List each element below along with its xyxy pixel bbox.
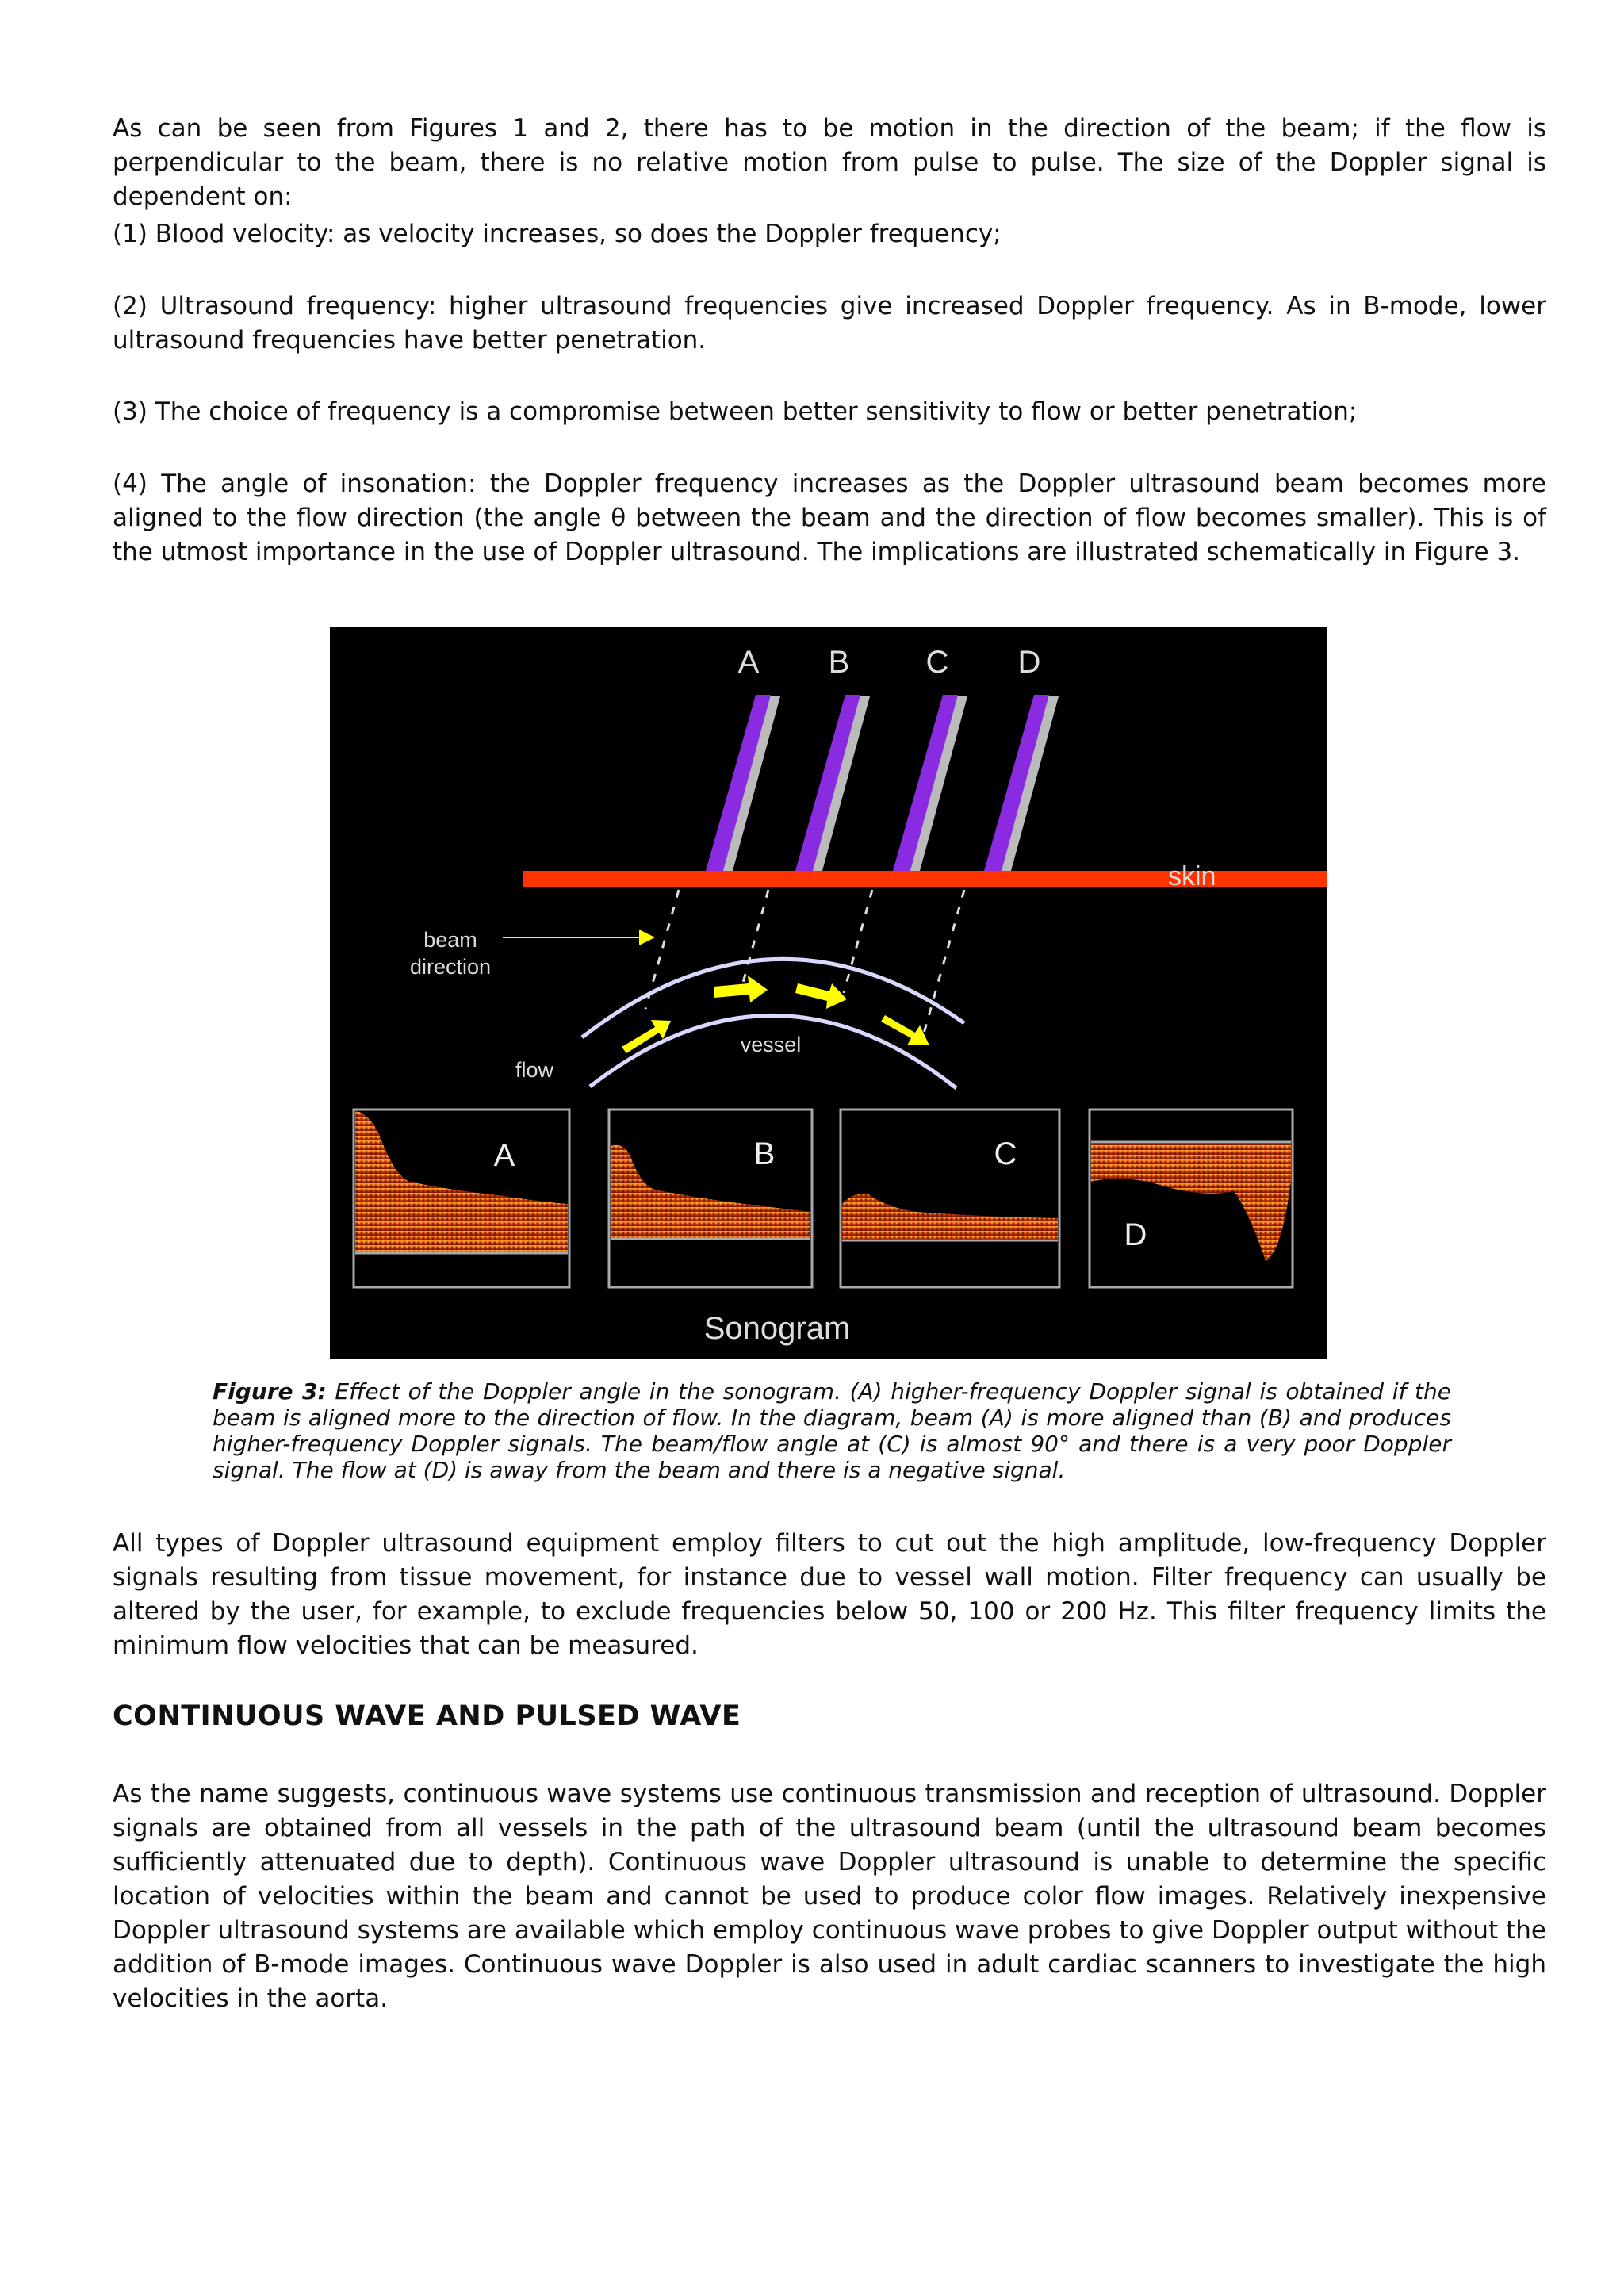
probe-a	[706, 695, 780, 871]
paragraph-doppler-motion: As can be seen from Figures 1 and 2, there has to be motion in the direction of the beam; if the flow is perpendicular to the beam, there is no relative motion from pulse to pulse. The size of the Doppler signal is dependent on:	[113, 114, 1546, 211]
vessel-label: vessel	[740, 1033, 802, 1056]
paragraph-continuous-wave: As the name suggests, continuous wave systems use continuous transmission and reception of ultrasound. Doppler signals are obtained from all vessels in the path of the ultrasound beam (until the ultrasound beam becomes sufficiently attenuated due to depth). Continuous wave Doppler ultrasound is unable to determine the specific location of velocities within the beam and cannot be used to produce color flow images. Relatively inexpensive Doppler ultrasound systems are available which employ continuous wave probes to give Doppler output without the addition of B-mode images. Continuous wave Doppler is also used in adult cardiac scanners to investigate the high velocities in the aorta.	[113, 1780, 1546, 2013]
probe-label-d: D	[1017, 645, 1041, 680]
paragraph-filters: All types of Doppler ultrasound equipment employ filters to cut out the high amplitude, low-frequency Doppler signals resulting from tissue movement, for instance due to vessel wall motion. Filter frequency can usually be altered by the user, for example, to exclude frequencies below 50, 100 or 200 Hz. This filter frequency limits the minimum flow velocities that can be measured.	[113, 1529, 1546, 1660]
sonogram-panel-c	[841, 1110, 1059, 1287]
probe-label-c: C	[925, 645, 949, 680]
flow-label: flow	[515, 1058, 554, 1082]
sonogram-panel-b	[609, 1110, 812, 1287]
probe-d	[984, 695, 1059, 871]
section-heading: CONTINUOUS WAVE AND PULSED WAVE	[113, 1700, 741, 1732]
probe-b	[795, 695, 870, 871]
beam-direction-label-2: direction	[409, 955, 492, 979]
sonogram-label-a: A	[493, 1138, 515, 1173]
sonogram-label-c: C	[994, 1137, 1017, 1171]
paragraph-blood-velocity: (1) Blood velocity: as velocity increases, so does the Doppler frequency;	[113, 220, 1002, 248]
paragraph-frequency-choice: (3) The choice of frequency is a compromise between better sensitivity to flow or better penetration;	[113, 397, 1358, 426]
sonogram-label-d: D	[1124, 1217, 1147, 1252]
skin-label: skin	[1168, 861, 1216, 891]
vessel-wall-top	[582, 959, 964, 1037]
beam-direction-label-1: beam	[423, 928, 477, 952]
figure-3-caption	[213, 1378, 1451, 1483]
sonogram-label-b: B	[753, 1137, 776, 1171]
caption-text: Effect of the Doppler angle in the sonogram. (A) higher-frequency Doppler signal is obtained if the beam is aligned more to the direction of flow. In the diagram, beam (A) is more aligned than (B) and produces higher-frequency Doppler signals. The beam/flow angle at (C) is almost 90° and there is a very poor Doppler signal. The flow at (D) is away from the beam and there is a negative signal.	[213, 1378, 1451, 1483]
probe-label-a: A	[737, 645, 760, 680]
figure-3-doppler-diagram	[330, 627, 1327, 1359]
sonogram-title: Sonogram	[703, 1311, 851, 1346]
paragraph-angle-insonation: (4) The angle of insonation: the Doppler frequency increases as the Doppler ultrasound beam becomes more aligned to the flow direction (the angle θ between the beam and the direction of flow becomes smaller). This is of the utmost importance in the use of Doppler ultrasound. The implications are illustrated schematically in Figure 3.	[113, 470, 1546, 566]
sonogram-panel-d	[1090, 1110, 1293, 1287]
probe-c	[893, 695, 967, 871]
caption-label: Figure 3:	[213, 1378, 327, 1405]
probe-label-b: B	[828, 645, 850, 680]
sonogram-panel-a	[354, 1110, 569, 1287]
paragraph-ultrasound-frequency: (2) Ultrasound frequency: higher ultrasound frequencies give increased Doppler frequency. As in B-mode, lower ultrasound frequencies have better penetration.	[113, 292, 1546, 355]
